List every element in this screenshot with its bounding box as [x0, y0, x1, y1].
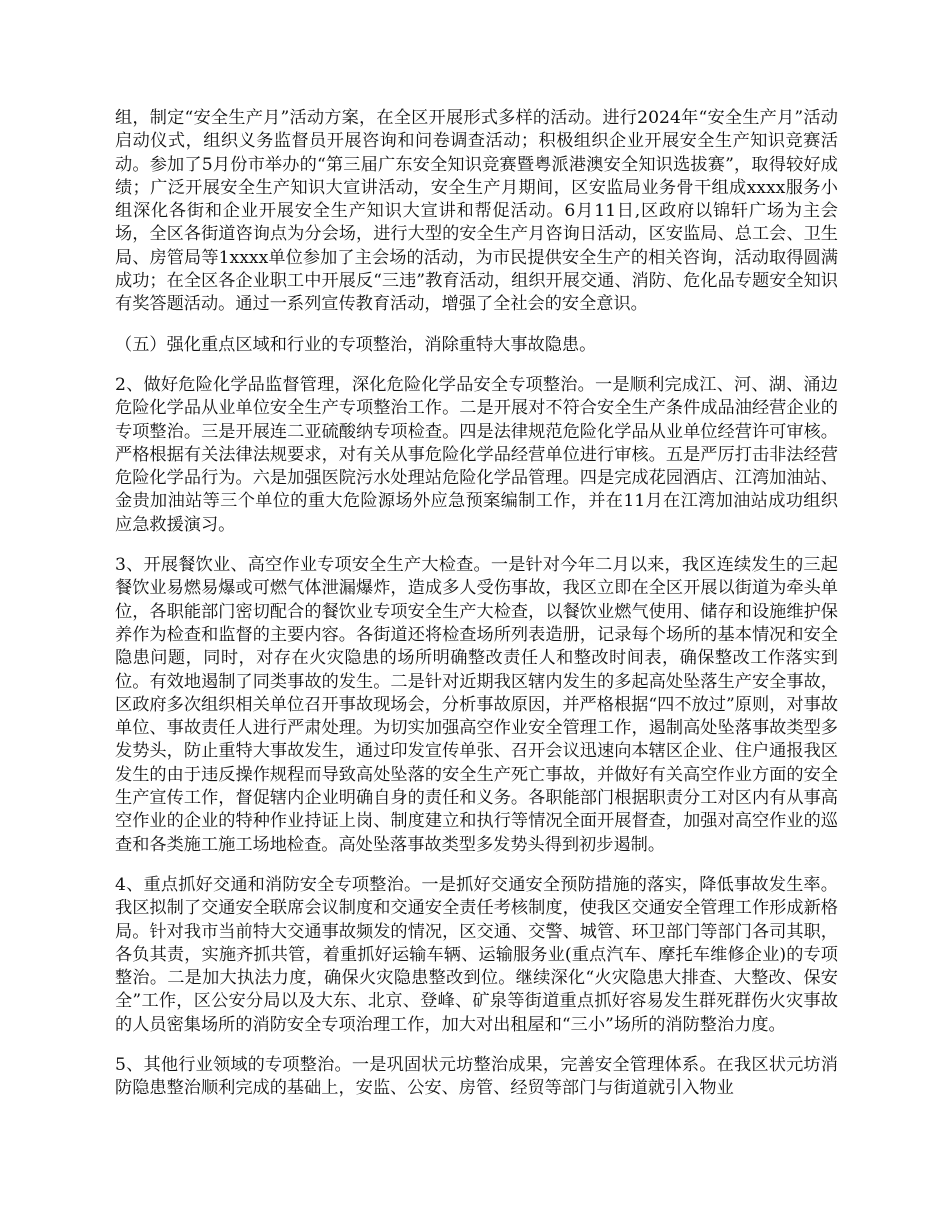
paragraph-safety-month: 组，制定“安全生产月”活动方案，在全区开展形式多样的活动。进行2024年“安全生产月”活动启动仪式，组织义务监督员开展咨询和问卷调查活动；积极组织企业开展安全生产知识竞赛活动。参加了5月份市举办的“第三届广东安全知识竞赛暨粤派港澳安全知识选拔赛”，取得较好成绩；广泛开展安全生产知识大宣讲活动，安全生产月期间，区安监局业务骨干组成xxxx服务小组深化各街和企业开展安全生产知识大宣讲和帮促活动。6月11日,区政府以锦轩广场为主会场，全区各街道咨询点为分会场，进行大型的安全生产月咨询日活动，区安监局、总工会、卫生局、房管局等1xxxx单位参加了主会场的活动，为市民提供安全生产的相关咨询，活动取得圆满成功；在全区各企业职工中开展反“三违”教育活动，组织开展交通、消防、危化品专题安全知识有奖答题活动。通过一系列宣传教育活动，增强了全社会的安全意识。 — [115, 108, 838, 315]
section-heading-five: （五）强化重点区域和行业的专项整治，消除重特大事故隐患。 — [115, 334, 597, 355]
paragraph-other-industries: 5、其他行业领域的专项整治。一是巩固状元坊整治成果，完善安全管理体系。在我区状元坊消防隐患整治顺利完成的基础上，安监、公安、房管、经贸等部门与街道就引入物业 — [115, 1054, 838, 1099]
document-page — [115, 107, 838, 1118]
paragraph-hazardous-chemicals: 2、做好危险化学品监督管理，深化危险化学品安全专项整治。一是顺利完成江、河、湖、涌边危险化学品从业单位安全生产专项整治工作。二是开展对不符合安全生产条件成品油经营企业的专项整治。三是开展连二亚硫酸纳专项检查。四是法律规范危险化学品从业单位经营许可审核。严格根据有关法律法规要求，对有关从事危险化学品经营单位进行审核。五是严厉打击非法经营危险化学品行为。六是加强医院污水处理站危险化学品管理。四是完成花园酒店、江湾加油站、金贵加油站等三个单位的重大危险源场外应急预案编制工作，并在11月在江湾加油站成功组织应急救援演习。 — [115, 374, 838, 535]
paragraph-traffic-fire: 4、重点抓好交通和消防安全专项整治。一是抓好交通安全预防措施的落实，降低事故发生率。我区拟制了交通安全联席会议制度和交通安全责任考核制度，使我区交通安全管理工作形成新格局。针对我市当前特大交通事故频发的情况，区交通、交警、城管、环卫部门等部门各司其职，各负其责，实施齐抓共管，着重抓好运输车辆、运输服务业(重点汽车、摩托车维修企业)的专项整治。二是加大执法力度，确保火灾隐患整改到位。继续深化“火灾隐患大排查、大整改、保安全”工作，区公安分局以及大东、北京、登峰、矿泉等街道重点抓好容易发生群死群伤火灾事故的人员密集场所的消防安全专项治理工作，加大对出租屋和“三小”场所的消防整治力度。 — [115, 874, 838, 1035]
paragraph-catering-high-altitude: 3、开展餐饮业、高空作业专项安全生产大检查。一是针对今年二月以来，我区连续发生的三起餐饮业易燃易爆或可燃气体泄漏爆炸，造成多人受伤事故，我区立即在全区开展以街道为牵头单位，各职能部门密切配合的餐饮业专项安全生产大检查，以餐饮业燃气使用、储存和设施维护保养作为检查和监督的主要内容。各街道还将检查场所列表造册，记录每个场所的基本情况和安全隐患问题，同时，对存在火灾隐患的场所明确整改责任人和整改时间表，确保整改工作落实到位。有效地遏制了同类事故的发生。二是针对近期我区辖内发生的多起高处坠落生产安全事故，区政府多次组织相关单位召开事故现场会，分析事故原因，并严格根据“四不放过”原则，对事故单位、事故责任人进行严肃处理。为切实加强高空作业安全管理工作，遏制高处坠落事故类型多发势头，防止重特大事故发生，通过印发宣传单张、召开会议迅速向本辖区企业、住户通报我区发生的由于违反操作规程而导致高处坠落的安全生产死亡事故，并做好有关高空作业方面的安全生产宣传工作，督促辖内企业明确自身的责任和义务。各职能部门根据职责分工对区内有从事高空作业的企业的特种作业持证上岗、制度建立和执行等情况全面开展督查，加强对高空作业的巡查和各类施工施工场地检查。高处坠落事故类型多发势头得到初步遏制。 — [115, 555, 838, 855]
